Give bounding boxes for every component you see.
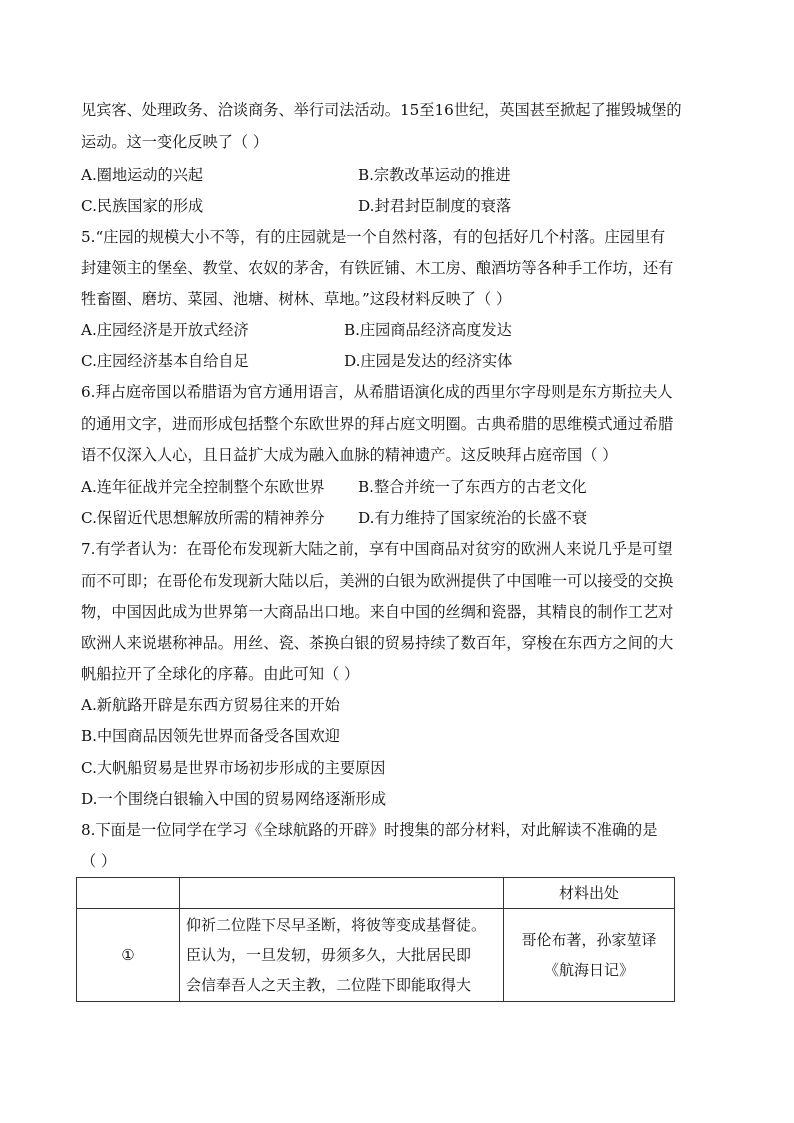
q5-stem-line-1: 5.“庄园的规模大小不等，有的庄园就是一个自然村落，有的包括好几个村落。庄园里有 xyxy=(81,228,666,246)
q7-option-a[interactable]: A.新航路开辟是东西方贸易往来的开始 xyxy=(81,696,340,714)
table-row-source xyxy=(504,909,675,1002)
q6-stem-line-1: 6.拜占庭帝国以希腊语为官方通用语言，从希腊语演化成的西里尔字母则是东方斯拉夫人 xyxy=(81,383,673,401)
table-row-source-line-2: 《航海日记》 xyxy=(543,961,634,979)
q7-stem-line-1: 7.有学者认为：在哥伦布发现新大陆之前，享有中国商品对贫穷的欧洲人来说几乎是可望 xyxy=(81,540,673,558)
table-row-content-line-2: 臣认为，一旦发轫，毋须多久，大批居民即 xyxy=(186,946,472,964)
q5-option-b[interactable]: B.庄园商品经济高度发达 xyxy=(344,321,512,339)
q6-option-c[interactable]: C.保留近代思想解放所需的精神养分 xyxy=(81,509,325,527)
q5-option-d[interactable]: D.庄园是发达的经济实体 xyxy=(344,352,513,370)
q4-option-a[interactable]: A.圈地运动的兴起 xyxy=(81,166,204,184)
q7-stem-line-2: 而不可即；在哥伦布发现新大陆以后，美洲的白银为欧洲提供了中国唯一可以接受的交换 xyxy=(81,572,674,590)
q6-stem-line-2: 的通用文字，进而形成包括整个东欧世界的拜占庭文明圈。古典希腊的思维模式通过希腊 xyxy=(81,415,674,433)
q4-option-c[interactable]: C.民族国家的形成 xyxy=(81,197,204,215)
q7-option-c[interactable]: C.大帆船贸易是世界市场初步形成的主要原因 xyxy=(81,759,386,777)
table-header-row xyxy=(77,878,675,909)
q4-stem-line-2: 运动。这一变化反映了（ ） xyxy=(81,133,269,151)
q6-option-b[interactable]: B.整合并统一了东西方的古老文化 xyxy=(358,478,587,496)
table-row-number: ① xyxy=(77,909,180,1002)
q8-source-table xyxy=(76,877,675,1002)
table-row-content-line-1: 仰祈二位陛下尽早圣断，将彼等变成基督徒。 xyxy=(186,916,487,934)
q4-option-d[interactable]: D.封君封臣制度的衰落 xyxy=(358,197,512,215)
q5-option-c[interactable]: C.庄园经济基本自给自足 xyxy=(81,352,249,370)
q6-option-a[interactable]: A.连年征战并完全控制整个东欧世界 xyxy=(81,478,325,496)
q6-option-d[interactable]: D.有力维持了国家统治的长盛不衰 xyxy=(358,509,588,527)
table-header-content xyxy=(180,878,504,909)
q8-stem-line-1: 8.下面是一位同学在学习《全球航路的开辟》时搜集的部分材料，对此解读不准确的是 xyxy=(81,821,658,839)
table-row-content-line-3: 会信奉吾人之天主教，二位陛下即能取得大 xyxy=(186,976,472,994)
q4-stem-line-1: 见宾客、处理政务、洽谈商务、举行司法活动。15至16世纪，英国甚至掀起了摧毁城堡的 xyxy=(81,101,682,119)
q5-stem-line-3: 牲畜圈、磨坊、菜园、池塘、树林、草地。”这段材料反映了（ ） xyxy=(81,290,512,308)
q7-stem-line-4: 欧洲人来说堪称神品。用丝、瓷、茶换白银的贸易持续了数百年，穿梭在东西方之间的大 xyxy=(81,634,674,652)
table-row-content xyxy=(180,909,504,1002)
q8-stem-line-2: （ ） xyxy=(81,852,117,870)
q7-option-b[interactable]: B.中国商品因领先世界而备受各国欢迎 xyxy=(81,727,340,745)
table-row xyxy=(77,909,675,1002)
q4-option-b[interactable]: B.宗教改革运动的推进 xyxy=(358,166,511,184)
q7-stem-line-5: 帆船拉开了全球化的序幕。由此可知（ ） xyxy=(81,665,360,683)
table-header-source: 材料出处 xyxy=(504,878,675,909)
table-row-source-line-1: 哥伦布著，孙家堃译 xyxy=(521,931,657,949)
q5-stem-line-2: 封建领主的堡垒、教堂、农奴的茅舍，有铁匠铺、木工房、酿酒坊等各种手工作坊，还有 xyxy=(81,259,674,277)
q6-stem-line-3: 语不仅深入人心，且日益扩大成为融入血脉的精神遗产。这反映拜占庭帝国（ ） xyxy=(81,446,618,464)
table-header-no xyxy=(77,878,180,909)
q5-option-a[interactable]: A.庄园经济是开放式经济 xyxy=(81,321,249,339)
q7-stem-line-3: 物，中国因此成为世界第一大商品出口地。来自中国的丝绸和瓷器，其精良的制作工艺对 xyxy=(81,603,674,621)
q7-option-d[interactable]: D.一个围绕白银输入中国的贸易网络逐渐形成 xyxy=(81,790,387,808)
